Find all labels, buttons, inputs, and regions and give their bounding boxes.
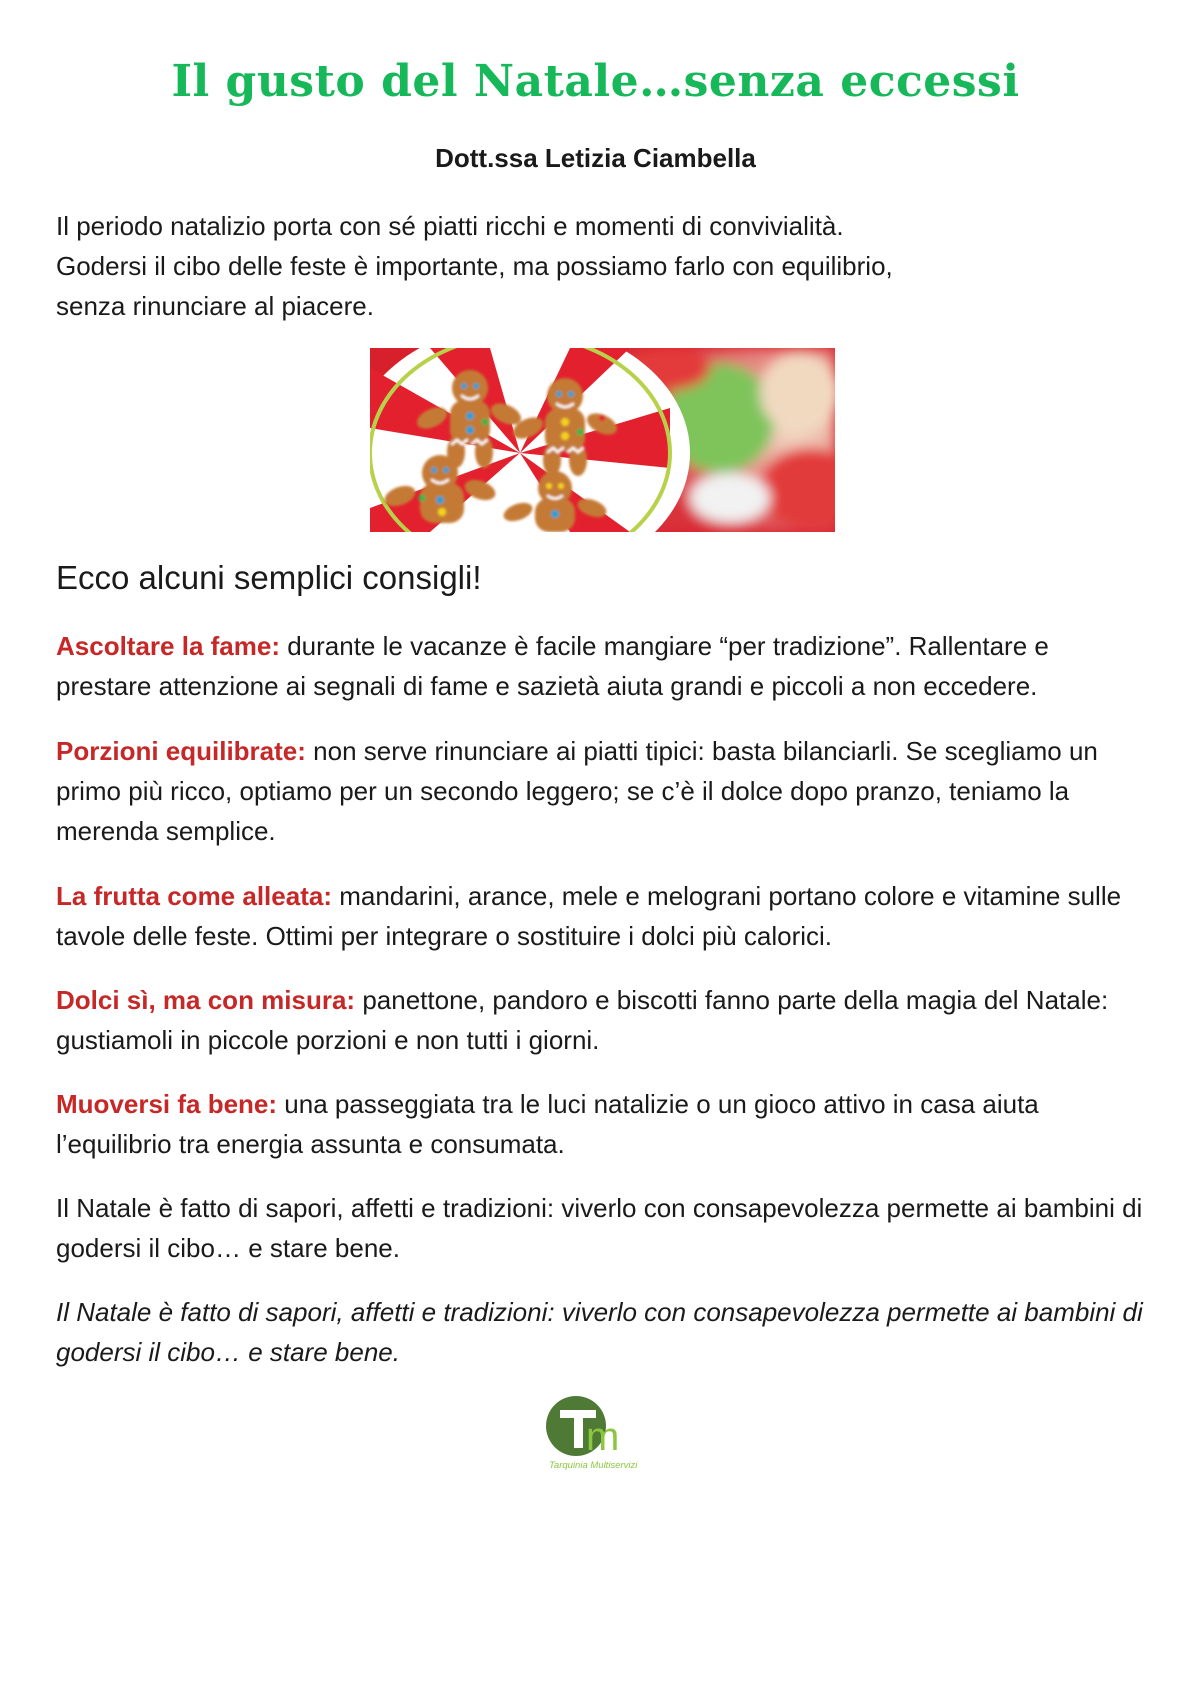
intro-line: senza rinunciare al piacere. — [56, 291, 374, 321]
tip-item — [56, 731, 1146, 851]
gingerbread-cookies-photo — [370, 348, 835, 532]
tarquinia-multiservizi-logo — [546, 1394, 658, 1474]
tip-item — [56, 980, 1146, 1060]
tip-text: non serve rinunciare ai piatti tipici: basta bilanciarli. Se scegliamo un primo più ricco, optiamo per un secondo leggero; se c’è il dolce dopo pranzo, teniamo la merenda semplice. — [56, 736, 1098, 846]
tip-label: Porzioni equilibrate: — [56, 736, 306, 766]
tip-item — [56, 626, 1146, 706]
tip-item — [56, 876, 1146, 956]
intro-line: Godersi il cibo delle feste è importante, ma possiamo farlo con equilibrio, — [56, 251, 893, 281]
page-title: Il gusto del Natale…senza eccessi — [171, 56, 1020, 107]
tip-text: panettone, pandoro e biscotti fanno parte della magia del Natale: gustiamoli in piccole porzioni e non tutti i giorni. — [56, 985, 1109, 1055]
intro-line: Il periodo natalizio porta con sé piatti ricchi e momenti di convivialità. — [56, 211, 844, 241]
tip-label: Dolci sì, ma con misura: — [56, 985, 356, 1015]
tip-text: mandarini, arance, mele e melograni portano colore e vitamine sulle tavole delle feste. Ottimi per integrare o sostituire i dolci più calorici. — [56, 881, 1122, 951]
tips-heading: Ecco alcuni semplici consigli! — [56, 559, 482, 596]
intro-paragraph — [56, 206, 1146, 326]
closing-paragraph: Il Natale è fatto di sapori, affetti e tradizioni: viverlo con consapevolezza permette ai bambini di godersi il cibo… e stare bene. — [56, 1193, 1143, 1263]
tip-label: Ascoltare la fame: — [56, 631, 280, 661]
tip-text: durante le vacanze è facile mangiare “per tradizione”. Rallentare e prestare attenzione ai segnali di fame e sazietà aiuta grandi e piccoli a non eccedere. — [56, 631, 1049, 701]
tip-text: una passeggiata tra le luci natalizie o un gioco attivo in casa aiuta l’equilibrio tra energia assunta e consumata. — [56, 1089, 1039, 1159]
closing-paragraph-italic: Il Natale è fatto di sapori, affetti e tradizioni: viverlo con consapevolezza permette ai bambini di godersi il cibo… e stare bene. — [56, 1297, 1143, 1367]
tip-label: Muoversi fa bene: — [56, 1089, 278, 1119]
author-name: Dott.ssa Letizia Ciambella — [435, 143, 756, 173]
tip-label: La frutta come alleata: — [56, 881, 332, 911]
tip-item — [56, 1084, 1146, 1164]
logo-caption: Tarquinia Multiservizi — [549, 1460, 638, 1471]
logo-letter-m: m — [586, 1415, 620, 1459]
